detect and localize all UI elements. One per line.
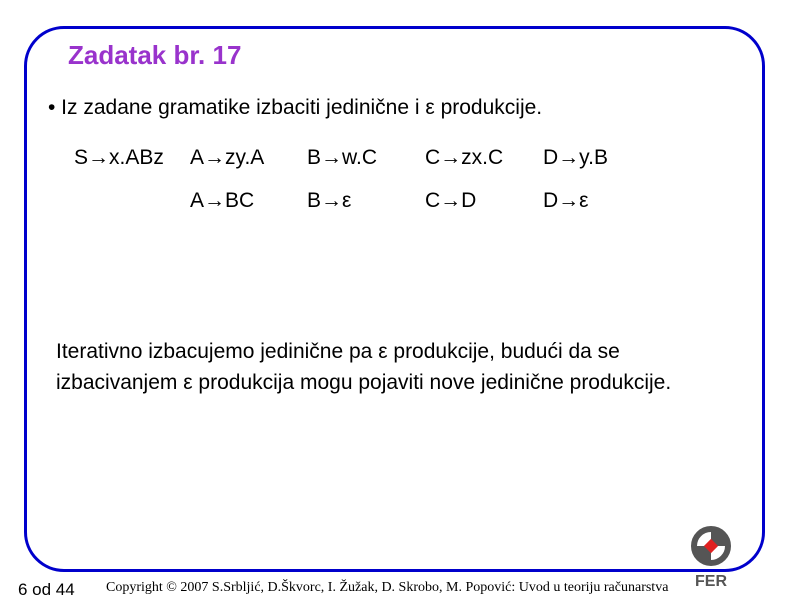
production-a2: A→BC (190, 189, 255, 212)
production-c1: C→zx.C (425, 146, 504, 169)
task-bullet: • Iz zadane gramatike izbaciti jedinične i ε produkcije. (48, 96, 543, 119)
explanation-paragraph: Iterativno izbacujemo jedinične pa ε produkcije, budući da se izbacivanjem ε produkcija mogu pojaviti nove jedinične produkcije. (56, 340, 672, 394)
production-c2: C→D (425, 189, 477, 212)
production-d1: D→y.B (543, 146, 608, 169)
copyright-notice: Copyright © 2007 S.Srbljić, D.Škvorc, I. Žužak, D. Skrobo, M. Popović: Uvod u teoriju računarstva (106, 580, 669, 595)
page-number: 6 od 44 (18, 580, 75, 599)
fer-logo-icon (686, 526, 736, 590)
production-b1: B→w.C (307, 146, 378, 169)
production-b2: B→ε (307, 189, 352, 212)
production-s: S→x.ABz (74, 146, 164, 169)
slide-title: Zadatak br. 17 (68, 40, 242, 70)
production-a1: A→zy.A (190, 146, 265, 169)
production-d2: D→ε (543, 189, 589, 212)
logo-text: FER (695, 573, 727, 590)
